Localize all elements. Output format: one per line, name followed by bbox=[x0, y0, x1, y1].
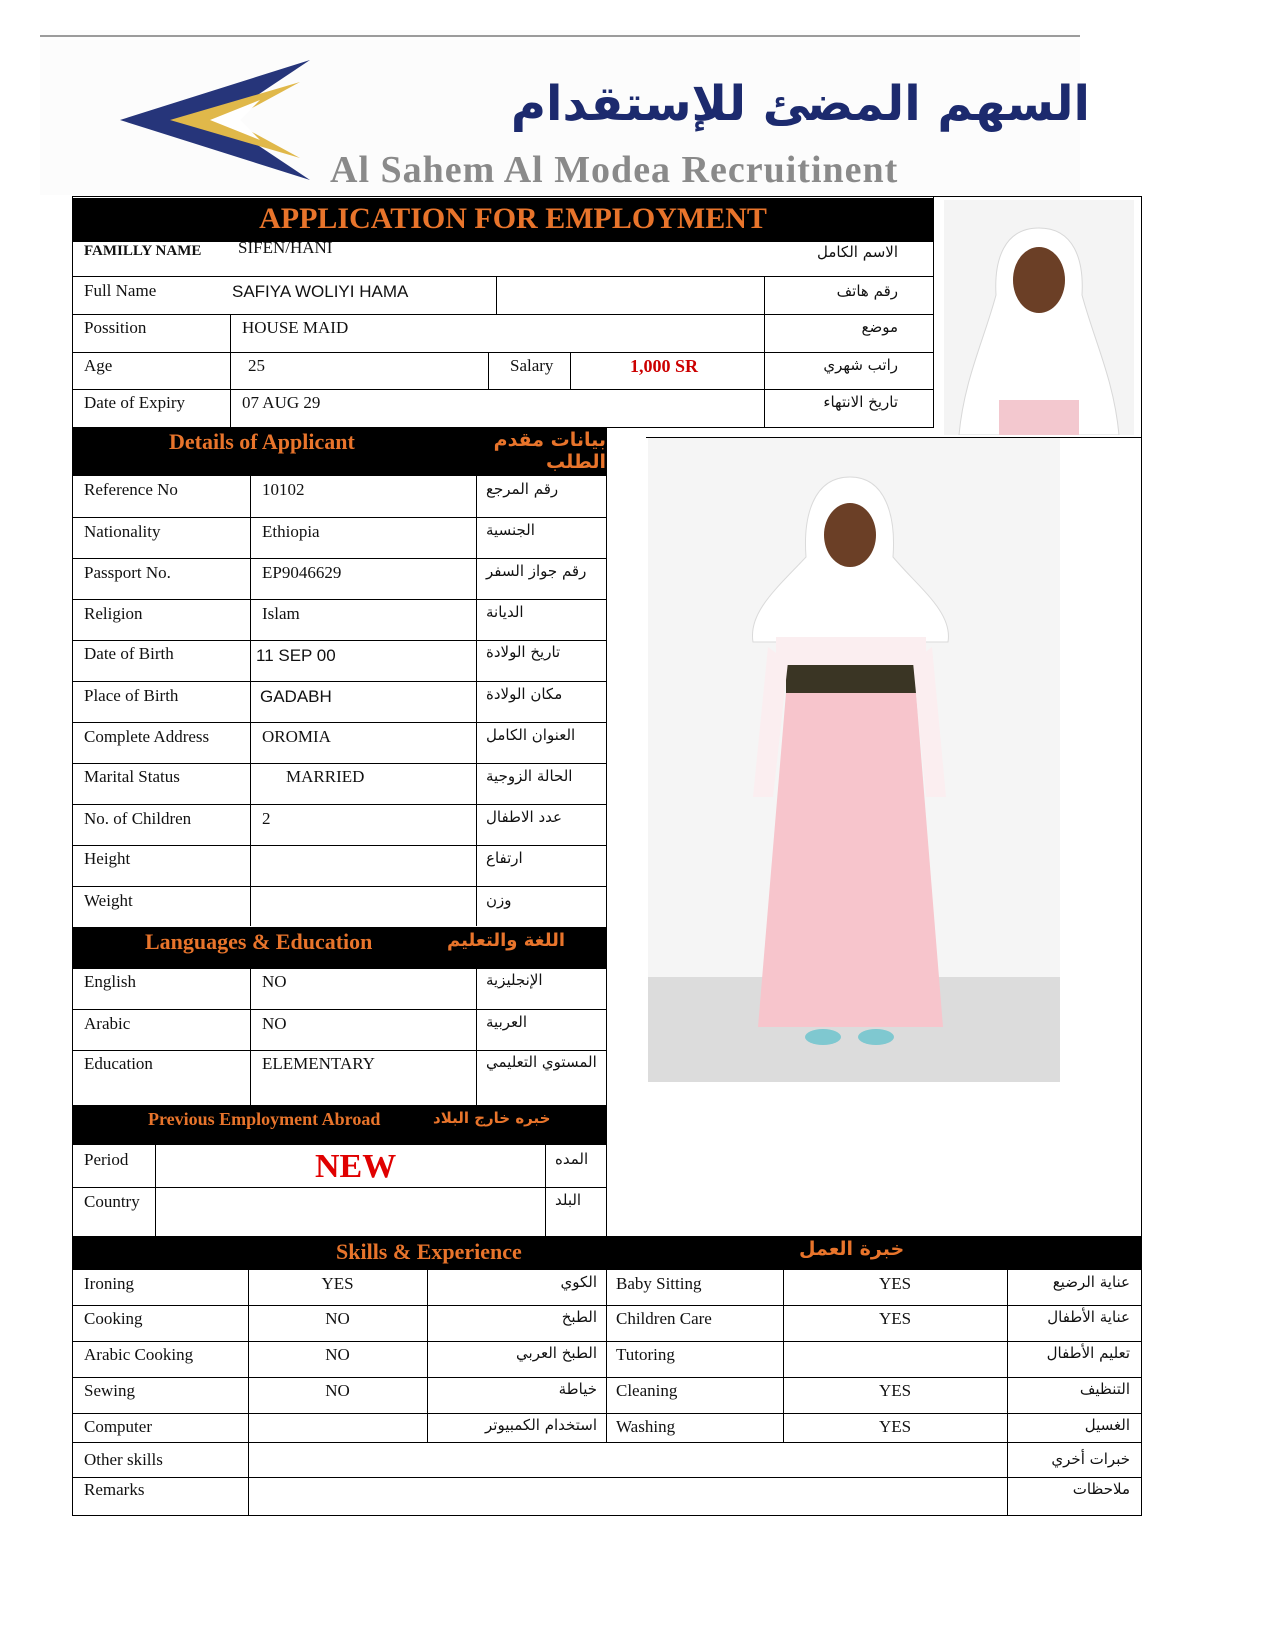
skill-value: YES bbox=[878, 1381, 912, 1400]
skill-label: Cooking bbox=[84, 1309, 143, 1328]
previous-heading-bar bbox=[73, 1105, 606, 1145]
skill-arabic: استخدام الكمبيوتر bbox=[485, 1416, 597, 1434]
skill-arabic: الطبخ bbox=[561, 1308, 597, 1326]
skills-heading-ar: خبرة العمل bbox=[799, 1238, 905, 1260]
language-value: NO bbox=[262, 972, 287, 991]
skill-value: YES bbox=[878, 1417, 912, 1436]
salary-arabic: راتب شهري bbox=[823, 356, 898, 374]
new-stamp: NEW bbox=[315, 1148, 397, 1185]
skill-arabic: عناية الأطفال bbox=[1047, 1308, 1130, 1326]
detail-label: No. of Children bbox=[84, 809, 192, 828]
language-value: NO bbox=[262, 1014, 287, 1033]
logo-top-rule bbox=[40, 35, 1080, 37]
skill-value: YES bbox=[878, 1309, 912, 1328]
skill-arabic: عناية الرضيع bbox=[1052, 1273, 1130, 1291]
skill-arabic: الغسيل bbox=[1084, 1416, 1130, 1434]
languages-heading-en: Languages & Education bbox=[145, 929, 373, 954]
detail-value: Islam bbox=[262, 604, 300, 623]
company-arabic-name: السهم المضئ للإستقدام bbox=[510, 76, 1090, 132]
full-name-label: Full Name bbox=[84, 281, 157, 300]
other-skills-label: Other skills bbox=[84, 1450, 163, 1469]
detail-arabic: تاريخ الولادة bbox=[486, 643, 561, 661]
portrait-photo bbox=[944, 200, 1134, 435]
skill-label: Baby Sitting bbox=[616, 1274, 702, 1293]
form-title: APPLICATION FOR EMPLOYMENT bbox=[259, 202, 767, 235]
detail-label: Height bbox=[84, 849, 131, 868]
company-logo bbox=[40, 30, 1090, 195]
detail-label: Place of Birth bbox=[84, 686, 179, 705]
detail-label: Date of Birth bbox=[84, 644, 174, 663]
detail-label: Marital Status bbox=[84, 767, 180, 786]
remarks-label: Remarks bbox=[84, 1480, 145, 1499]
skill-value: YES bbox=[321, 1274, 354, 1293]
family-name-value: SIFEN/HANI bbox=[238, 238, 333, 257]
arrow-logo-icon bbox=[110, 50, 330, 190]
skills-heading-bar bbox=[73, 1236, 1142, 1270]
country-arabic: البلد bbox=[555, 1191, 582, 1209]
position-value: HOUSE MAID bbox=[242, 318, 349, 337]
salary-value: 1,000 SR bbox=[630, 356, 699, 376]
salary-label: Salary bbox=[510, 356, 554, 375]
phone-arabic: رقم هاتف bbox=[836, 282, 898, 300]
skill-label: Cleaning bbox=[616, 1381, 678, 1400]
detail-arabic: عدد الاطفال bbox=[486, 808, 562, 826]
company-english-name: Al Sahem Al Modea Recruitinent bbox=[330, 149, 899, 191]
age-value: 25 bbox=[248, 356, 265, 375]
previous-heading-ar: خبره خارج البلاد bbox=[433, 1109, 551, 1127]
skill-arabic: خياطة bbox=[558, 1380, 597, 1398]
language-label: Arabic bbox=[84, 1014, 131, 1033]
detail-arabic: ارتفاع bbox=[486, 849, 523, 867]
expiry-arabic: تاريخ الانتهاء bbox=[823, 393, 898, 411]
remarks-arabic: ملاحظات bbox=[1072, 1480, 1130, 1498]
period-label: Period bbox=[84, 1150, 129, 1169]
skill-label: Washing bbox=[616, 1417, 676, 1436]
skill-label: Ironing bbox=[84, 1274, 135, 1293]
skill-label: Children Care bbox=[616, 1309, 712, 1328]
skill-label: Computer bbox=[84, 1417, 152, 1436]
detail-arabic: مكان الولادة bbox=[486, 685, 563, 703]
detail-arabic: وزن bbox=[486, 891, 512, 909]
education-arabic: المستوي التعليمي bbox=[486, 1053, 597, 1071]
languages-heading-ar: اللغة والتعليم bbox=[447, 930, 566, 951]
skill-label: Tutoring bbox=[616, 1345, 675, 1364]
position-label: Possition bbox=[84, 318, 147, 337]
details-heading-bar bbox=[73, 428, 606, 476]
family-name-label: FAMILLY NAME bbox=[84, 243, 202, 259]
detail-value: 2 bbox=[262, 809, 271, 828]
position-arabic: موضع bbox=[861, 318, 898, 336]
detail-label: Reference No bbox=[84, 480, 178, 499]
detail-label: Nationality bbox=[84, 522, 161, 541]
country-label: Country bbox=[84, 1192, 140, 1211]
detail-arabic: رقم المرجع bbox=[486, 480, 559, 498]
skill-arabic: التنظيف bbox=[1079, 1380, 1130, 1398]
detail-arabic: العنوان الكامل bbox=[486, 726, 576, 744]
detail-arabic: رقم جواز السفر bbox=[486, 562, 587, 580]
detail-label: Weight bbox=[84, 891, 133, 910]
skill-label: Sewing bbox=[84, 1381, 135, 1400]
details-heading-en: Details of Applicant bbox=[169, 429, 355, 454]
detail-arabic: الجنسية bbox=[486, 521, 535, 539]
skill-value: NO bbox=[325, 1381, 350, 1400]
skill-arabic: تعليم الأطفال bbox=[1046, 1344, 1130, 1362]
detail-value: 10102 bbox=[262, 480, 305, 499]
language-arabic: الإنجليزية bbox=[486, 971, 543, 989]
detail-arabic: الحالة الزوجية bbox=[486, 767, 573, 785]
language-label: English bbox=[84, 972, 136, 991]
period-arabic: المده bbox=[555, 1150, 589, 1168]
education-value: ELEMENTARY bbox=[262, 1054, 375, 1073]
detail-value: OROMIA bbox=[262, 727, 331, 746]
expiry-label: Date of Expiry bbox=[84, 393, 186, 412]
previous-heading-en: Previous Employment Abroad bbox=[148, 1109, 381, 1129]
expiry-value: 07 AUG 29 bbox=[242, 393, 321, 412]
details-heading-ar: بيانات مقدم الطلب bbox=[493, 429, 606, 473]
detail-value: 11 SEP 00 bbox=[256, 646, 336, 665]
detail-value: EP9046629 bbox=[262, 563, 342, 582]
detail-label: Passport No. bbox=[84, 563, 171, 582]
skill-value: NO bbox=[325, 1309, 350, 1328]
other-skills-arabic: خبرات أخري bbox=[1051, 1450, 1130, 1468]
detail-arabic: الديانة bbox=[486, 603, 524, 621]
detail-value: MARRIED bbox=[286, 767, 365, 786]
education-label: Education bbox=[84, 1054, 153, 1073]
detail-label: Complete Address bbox=[84, 727, 210, 746]
detail-label: Religion bbox=[84, 604, 143, 623]
skills-heading-en: Skills & Experience bbox=[336, 1239, 522, 1264]
age-label: Age bbox=[84, 356, 113, 375]
family-name-arabic: الاسم الكامل bbox=[816, 243, 898, 261]
detail-value: Ethiopia bbox=[262, 522, 320, 541]
skill-value: YES bbox=[878, 1274, 912, 1293]
skill-value: NO bbox=[325, 1345, 350, 1364]
detail-value: GADABH bbox=[260, 687, 332, 706]
full-body-photo bbox=[648, 437, 1060, 1082]
languages-heading-bar bbox=[73, 927, 606, 969]
skill-arabic: الطبخ العربي bbox=[516, 1344, 597, 1362]
skill-arabic: الكوي bbox=[560, 1273, 597, 1291]
full-name-value: SAFIYA WOLIYI HAMA bbox=[232, 282, 409, 301]
language-arabic: العربية bbox=[486, 1013, 527, 1031]
skill-label: Arabic Cooking bbox=[84, 1345, 194, 1364]
